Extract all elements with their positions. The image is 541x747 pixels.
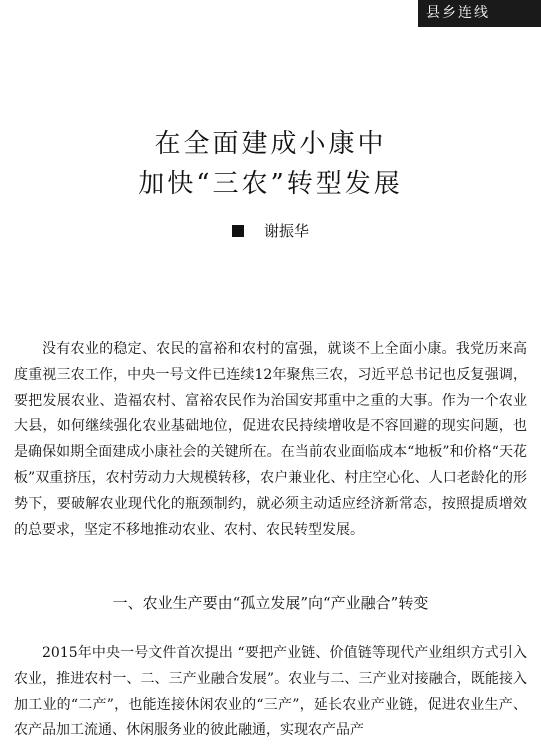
- author-line: [0, 221, 541, 241]
- section-heading: 一、农业生产要由“孤立发展”向“产业融合”转变: [112, 594, 429, 612]
- author-name: 谢振华: [263, 222, 309, 240]
- section-paragraph: 2015年中央一号文件首次提出 “要把产业链、价值链等现代产业组织方式引入农业，推进农村一、二、三产业融合发展”。农业与二、三产业对接融合，既能接入加工业的“二产”，也能连接休闲农业的“三产”，延长农业产业链，促进农业生产、农产品加工流通、休闲服务业的彼此融通，实现农产品产: [14, 645, 527, 739]
- title-line-1: 在全面建成小康中: [154, 129, 387, 159]
- section-tab: 县乡连线: [418, 0, 541, 27]
- intro-paragraph: 没有农业的稳定、农民的富裕和农村的富强，就谈不上全面小康。我党历来高度重视三农工作，中央一号文件已连续12年聚焦三农，习近平总书记也反复强调，要把发展农业、造福农村、富裕农民作为治国安邦重中之重的大事。作为一个农业大县，如何继续强化农业基础地位，促进农民持续增收是不容回避的现实问题，也是确保如期全面建成小康社会的关键所在。在当前农业面临成本“地板”和价格“天花板”双重挤压，农村劳动力大规模转移，农户兼业化、村庄空心化、人口老龄化的形势下，要破解农业现代化的瓶颈制约，就必须主动适应经济新常态，按照提质增效的总要求，坚定不移地推动农业、农村、农民转型发展。: [14, 341, 527, 538]
- title-line-2: 加快“三农”转型发展: [138, 169, 403, 199]
- square-bullet-icon: [232, 225, 244, 237]
- article-title: [0, 124, 541, 204]
